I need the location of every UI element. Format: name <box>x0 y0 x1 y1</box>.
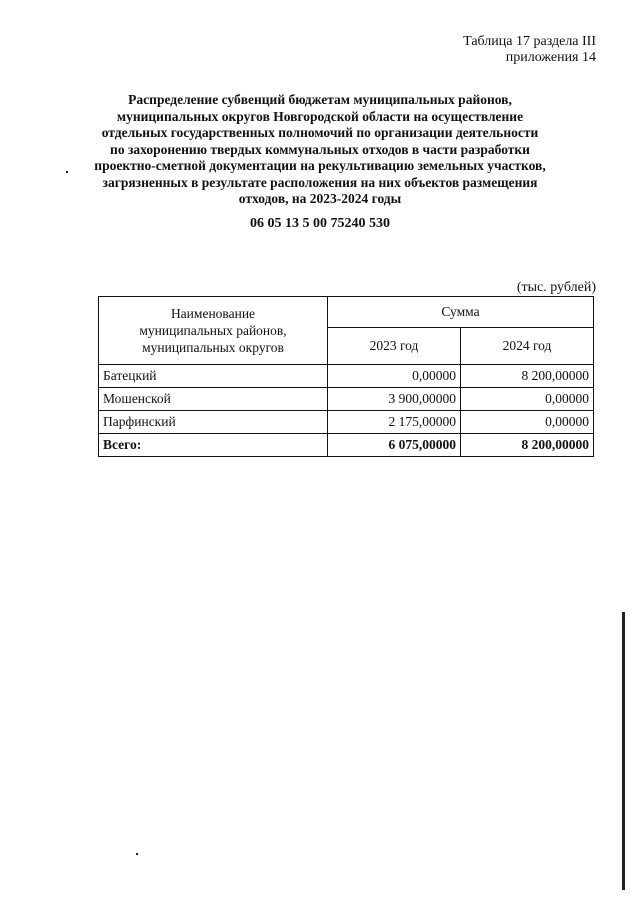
title-line: муниципальных округов Новгородской области на осуществление <box>116 108 524 124</box>
total-2023: 6 075,00000 <box>328 434 461 457</box>
year-2024-header: 2024 год <box>461 328 594 365</box>
amount-2023: 2 175,00000 <box>328 411 461 434</box>
name-header-line: Наименование <box>170 306 256 321</box>
scan-dot <box>136 853 138 855</box>
title-line: отдельных государственных полномочий по организации деятельности <box>101 125 539 140</box>
table-reference <box>463 34 596 66</box>
amount-2024: 0,00000 <box>461 388 594 411</box>
amount-2023: 0,00000 <box>328 365 461 388</box>
units-label: (тыс. рублей) <box>516 280 596 295</box>
title-line: проектно-сметной документации на рекультивацию земельных участков, <box>94 158 546 173</box>
total-2024: 8 200,00000 <box>461 434 594 457</box>
title-line: отходов, на 2023-2024 годы <box>238 191 402 206</box>
title-line: загрязненных в результате расположения на них объектов размещения <box>102 174 538 190</box>
table-row <box>99 365 594 388</box>
amount-2024: 8 200,00000 <box>461 365 594 388</box>
table-row <box>99 388 594 411</box>
table-reference-line1: Таблица 17 раздела III <box>463 34 596 49</box>
scan-edge-line <box>622 612 625 890</box>
title-line: по захоронению твердых коммунальных отходов в части разработки <box>110 141 530 157</box>
amount-2024: 0,00000 <box>461 411 594 434</box>
budget-code: 06 05 13 5 00 75240 530 <box>250 216 390 231</box>
subvention-table <box>98 296 594 457</box>
title-line: Распределение субвенций бюджетам муниципальных районов, <box>128 92 512 107</box>
amount-2023: 3 900,00000 <box>328 388 461 411</box>
total-row <box>99 434 594 457</box>
year-2023-header: 2023 год <box>328 328 461 365</box>
table-row <box>99 411 594 434</box>
district-name: Парфинский <box>99 411 328 434</box>
table-reference-line2: приложения 14 <box>505 50 596 65</box>
sum-column-header: Сумма <box>328 297 594 328</box>
district-name: Мошенской <box>99 388 328 411</box>
name-column-header <box>99 297 328 365</box>
name-header-line: муниципальных районов, <box>139 323 287 338</box>
name-header-line: муниципальных округов <box>142 340 284 355</box>
total-label: Всего: <box>99 434 328 457</box>
scan-dot <box>66 171 68 173</box>
document-title <box>60 92 580 208</box>
district-name: Батецкий <box>99 365 328 388</box>
